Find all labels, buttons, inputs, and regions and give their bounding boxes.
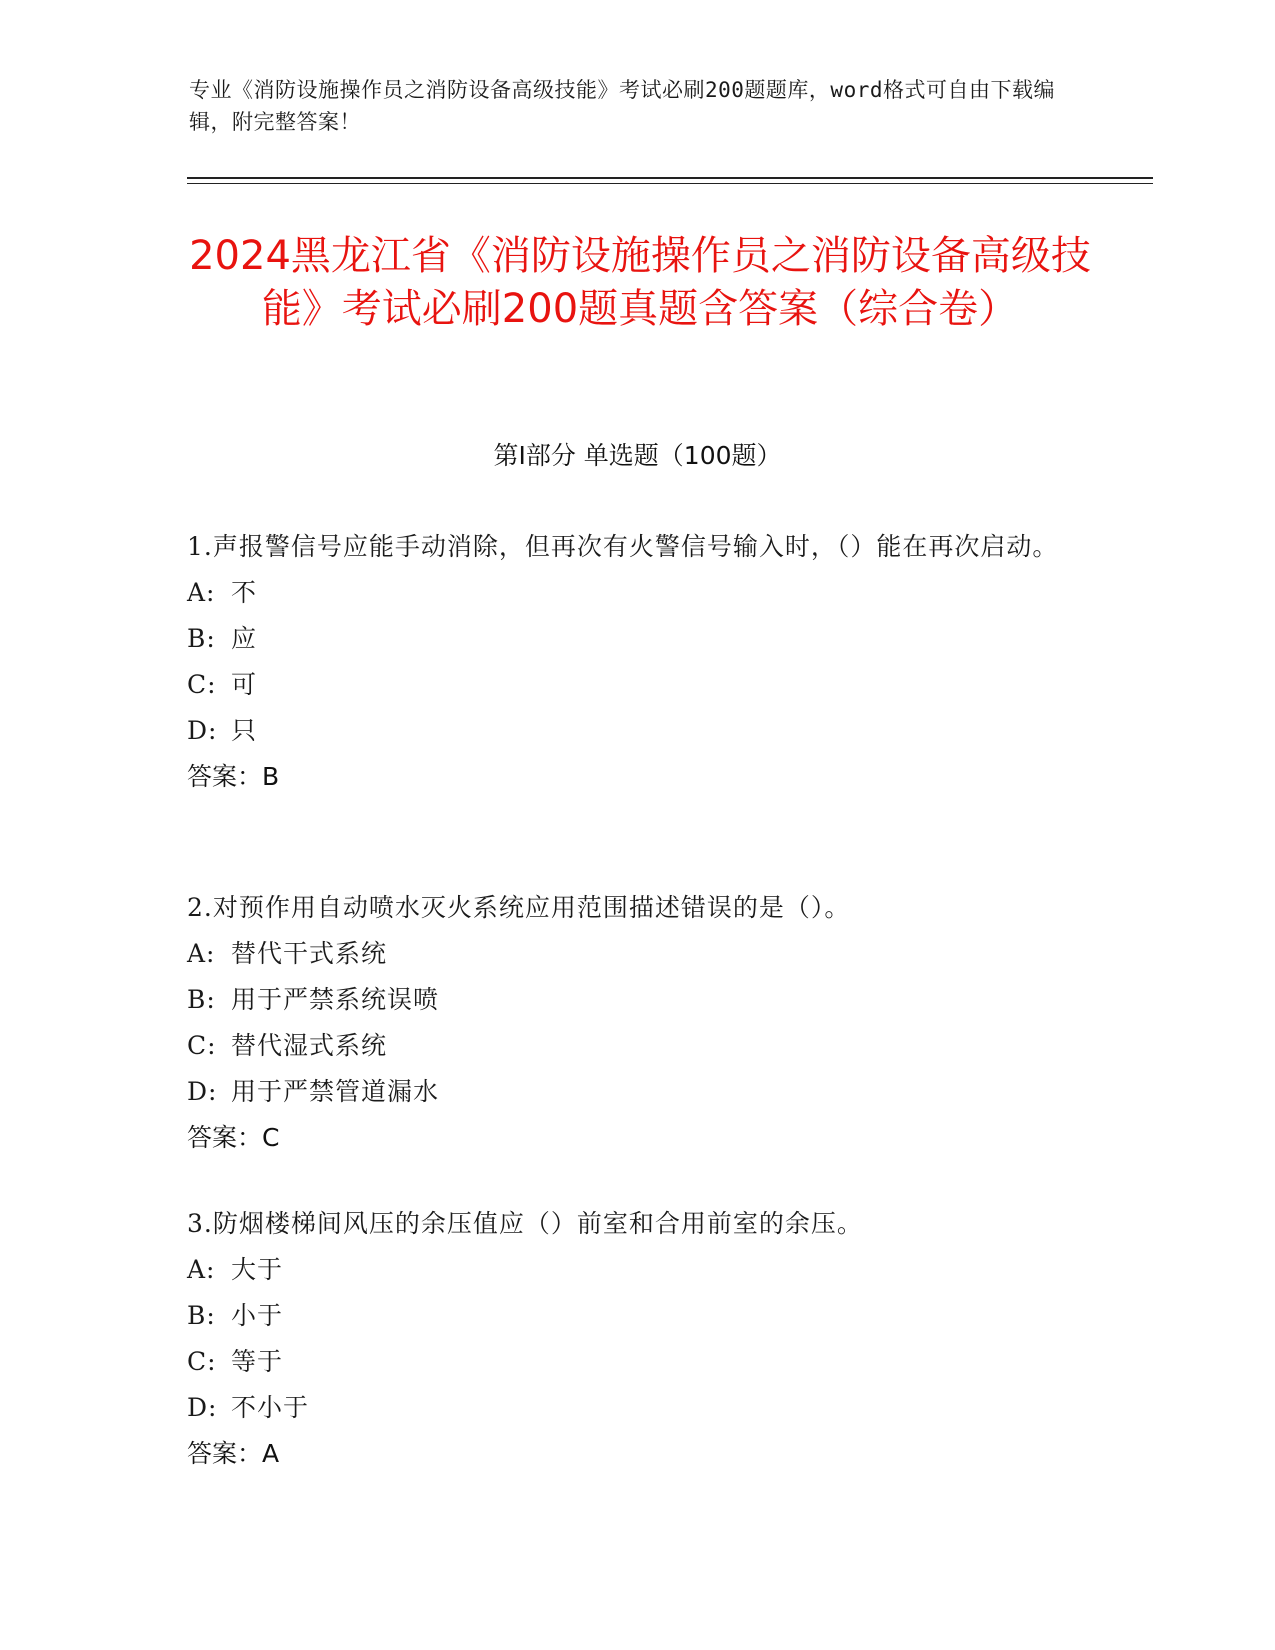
option-letter: C: (187, 670, 217, 699)
option-text: 大于 (231, 1255, 284, 1284)
option-text: 应 (231, 624, 258, 653)
option-letter: D: (187, 1393, 218, 1422)
question-stem: 1.声报警信号应能手动消除，但再次有火警信号输入时，（）能在再次启动。 (187, 532, 1059, 561)
option-b (187, 616, 1067, 662)
option-d (187, 708, 1067, 754)
question-2 (187, 885, 1067, 1161)
question-stem: 2.对预作用自动喷水灭火系统应用范围描述错误的是（）。 (187, 893, 851, 922)
option-text: 可 (231, 670, 258, 699)
option-a (187, 1247, 1067, 1293)
option-text: 不小于 (231, 1393, 310, 1422)
option-b (187, 1293, 1067, 1339)
option-text: 替代干式系统 (231, 939, 388, 968)
option-letter: C: (187, 1347, 217, 1376)
header-divider-thin (187, 183, 1153, 184)
option-a (187, 931, 1067, 977)
header-divider-thick (187, 177, 1153, 179)
answer-line: 答案：A (187, 1439, 280, 1468)
option-letter: D: (187, 1077, 218, 1106)
option-text: 用于严禁系统误喷 (231, 985, 440, 1014)
answer-line: 答案：B (187, 762, 280, 791)
option-d (187, 1385, 1067, 1431)
option-letter: A: (187, 578, 216, 607)
option-text: 替代湿式系统 (231, 1031, 388, 1060)
question-3 (187, 1201, 1067, 1477)
option-d (187, 1069, 1067, 1115)
option-letter: A: (187, 939, 216, 968)
option-text: 只 (231, 716, 258, 745)
option-letter: B: (187, 1301, 216, 1330)
option-letter: A: (187, 1255, 216, 1284)
document-title: 2024黑龙江省《消防设施操作员之消防设备高级技能》考试必刷200题真题含答案（综合卷） (189, 233, 1091, 332)
option-text: 不 (231, 578, 258, 607)
question-1 (187, 524, 1067, 800)
option-text: 等于 (231, 1347, 284, 1376)
option-text: 用于严禁管道漏水 (231, 1077, 440, 1106)
option-c (187, 1339, 1067, 1385)
header-note: 专业《消防设施操作员之消防设备高级技能》考试必刷200题题库，word格式可自由下载编辑，附完整答案！ (189, 78, 1055, 134)
option-b (187, 977, 1067, 1023)
section-heading: 第Ⅰ部分 单选题（100题） (493, 441, 782, 470)
answer-line: 答案：C (187, 1123, 280, 1152)
option-a (187, 570, 1067, 616)
option-c (187, 1023, 1067, 1069)
option-text: 小于 (231, 1301, 284, 1330)
question-stem: 3.防烟楼梯间风压的余压值应（）前室和合用前室的余压。 (187, 1209, 863, 1238)
option-c (187, 662, 1067, 708)
option-letter: B: (187, 985, 216, 1014)
option-letter: B: (187, 624, 216, 653)
option-letter: C: (187, 1031, 217, 1060)
option-letter: D: (187, 716, 218, 745)
